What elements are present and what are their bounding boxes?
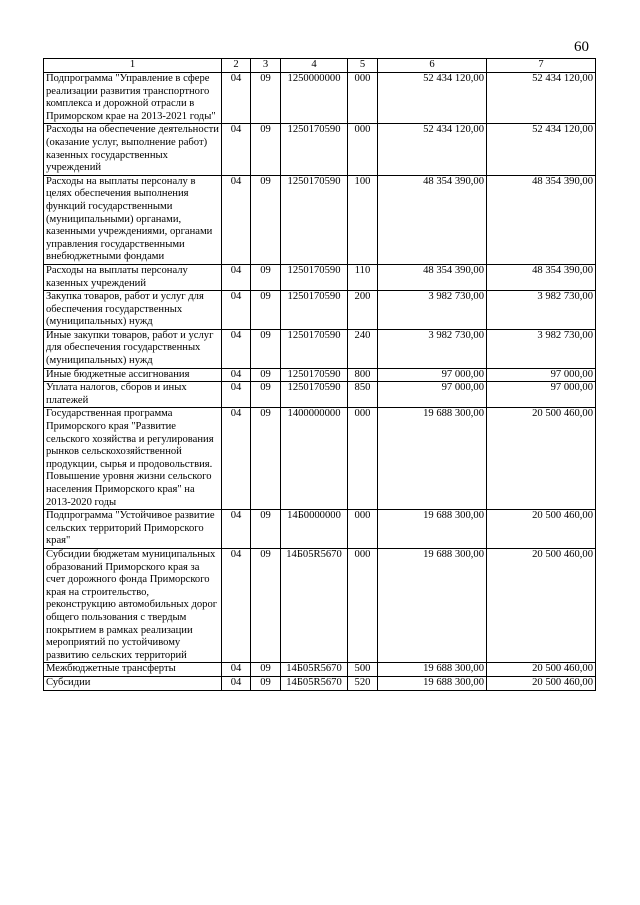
row-sum-col6: 19 688 300,00 (378, 548, 487, 662)
row-code-col4: 14Б05R5670 (281, 676, 348, 690)
row-code-col4: 1250170590 (281, 175, 348, 264)
row-name: Иные бюджетные ассигнования (44, 368, 222, 382)
row-sum-col7: 20 500 460,00 (487, 663, 596, 677)
row-sum-col6: 48 354 390,00 (378, 175, 487, 264)
row-code-col2: 04 (222, 510, 251, 549)
row-sum-col7: 48 354 390,00 (487, 264, 596, 290)
row-sum-col6: 97 000,00 (378, 368, 487, 382)
row-sum-col6: 52 434 120,00 (378, 124, 487, 175)
row-code-col3: 09 (251, 368, 281, 382)
row-sum-col7: 52 434 120,00 (487, 124, 596, 175)
row-sum-col7: 20 500 460,00 (487, 548, 596, 662)
row-code-col3: 09 (251, 676, 281, 690)
row-sum-col6: 3 982 730,00 (378, 291, 487, 330)
row-sum-col6: 19 688 300,00 (378, 408, 487, 510)
row-name: Уплата налогов, сборов и иных платежей (44, 382, 222, 408)
row-sum-col6: 52 434 120,00 (378, 73, 487, 124)
header-cell: 2 (222, 59, 251, 73)
row-code-col4: 1250000000 (281, 73, 348, 124)
row-code-col5: 850 (348, 382, 378, 408)
row-code-col5: 100 (348, 175, 378, 264)
row-name: Расходы на обеспечение деятельности (оказание услуг, выполнение работ) казенных государственных учреждений (44, 124, 222, 175)
row-code-col2: 04 (222, 124, 251, 175)
row-name: Расходы на выплаты персоналу казенных учреждений (44, 264, 222, 290)
row-sum-col6: 3 982 730,00 (378, 329, 487, 368)
row-code-col2: 04 (222, 73, 251, 124)
row-sum-col6: 48 354 390,00 (378, 264, 487, 290)
table-row (44, 382, 596, 408)
row-sum-col6: 19 688 300,00 (378, 663, 487, 677)
row-code-col3: 09 (251, 510, 281, 549)
row-name: Закупка товаров, работ и услуг для обеспечения государственных (муниципальных) нужд (44, 291, 222, 330)
row-code-col3: 09 (251, 175, 281, 264)
header-cell: 1 (44, 59, 222, 73)
row-code-col3: 09 (251, 291, 281, 330)
row-name: Субсидии бюджетам муниципальных образований Приморского края за счет дорожного фонда Приморского края на строительство, реконструкцию автомобильных дорог общего пользования с твердым покрытием в рамках реализации мероприятий по устойчивому развитию сельских территорий (44, 548, 222, 662)
header-cell: 7 (487, 59, 596, 73)
row-sum-col7: 20 500 460,00 (487, 510, 596, 549)
row-code-col3: 09 (251, 382, 281, 408)
row-code-col4: 1250170590 (281, 124, 348, 175)
row-sum-col7: 97 000,00 (487, 368, 596, 382)
budget-table (43, 58, 596, 691)
row-name: Государственная программа Приморского края "Развитие сельского хозяйства и регулирования рынков сельскохозяйственной продукции, сырья и продовольствия. Повышение уровня жизни сельского населения Приморского края" на 2013-2020 годы (44, 408, 222, 510)
table-row (44, 329, 596, 368)
table-row (44, 510, 596, 549)
row-name: Иные закупки товаров, работ и услуг для обеспечения государственных (муниципальных) нужд (44, 329, 222, 368)
row-code-col5: 110 (348, 264, 378, 290)
row-code-col3: 09 (251, 408, 281, 510)
row-sum-col7: 97 000,00 (487, 382, 596, 408)
row-sum-col7: 20 500 460,00 (487, 408, 596, 510)
row-code-col2: 04 (222, 175, 251, 264)
page-number: 60 (574, 39, 589, 55)
row-code-col2: 04 (222, 264, 251, 290)
row-code-col4: 14Б05R5670 (281, 663, 348, 677)
row-code-col5: 800 (348, 368, 378, 382)
row-code-col5: 500 (348, 663, 378, 677)
row-name: Межбюджетные трансферты (44, 663, 222, 677)
header-cell: 4 (281, 59, 348, 73)
table-row (44, 124, 596, 175)
row-code-col5: 200 (348, 291, 378, 330)
row-code-col4: 14Б0000000 (281, 510, 348, 549)
header-cell: 6 (378, 59, 487, 73)
row-code-col2: 04 (222, 329, 251, 368)
row-code-col5: 520 (348, 676, 378, 690)
row-code-col3: 09 (251, 663, 281, 677)
table-row (44, 175, 596, 264)
row-code-col2: 04 (222, 676, 251, 690)
row-sum-col7: 20 500 460,00 (487, 676, 596, 690)
row-sum-col7: 3 982 730,00 (487, 291, 596, 330)
row-code-col2: 04 (222, 548, 251, 662)
row-code-col4: 14Б05R5670 (281, 548, 348, 662)
row-code-col5: 000 (348, 124, 378, 175)
row-code-col2: 04 (222, 382, 251, 408)
row-code-col5: 240 (348, 329, 378, 368)
row-code-col4: 1250170590 (281, 291, 348, 330)
row-code-col5: 000 (348, 548, 378, 662)
table-row (44, 264, 596, 290)
row-sum-col7: 52 434 120,00 (487, 73, 596, 124)
row-code-col4: 1400000000 (281, 408, 348, 510)
row-code-col2: 04 (222, 291, 251, 330)
row-name: Субсидии (44, 676, 222, 690)
row-code-col5: 000 (348, 73, 378, 124)
row-sum-col7: 3 982 730,00 (487, 329, 596, 368)
row-code-col3: 09 (251, 329, 281, 368)
row-code-col4: 1250170590 (281, 329, 348, 368)
row-code-col3: 09 (251, 124, 281, 175)
table-row (44, 548, 596, 662)
row-code-col4: 1250170590 (281, 382, 348, 408)
row-code-col4: 1250170590 (281, 264, 348, 290)
row-sum-col6: 19 688 300,00 (378, 510, 487, 549)
row-code-col3: 09 (251, 548, 281, 662)
row-code-col3: 09 (251, 264, 281, 290)
header-cell: 3 (251, 59, 281, 73)
row-code-col5: 000 (348, 408, 378, 510)
header-cell: 5 (348, 59, 378, 73)
row-code-col3: 09 (251, 73, 281, 124)
row-code-col2: 04 (222, 368, 251, 382)
row-sum-col6: 97 000,00 (378, 382, 487, 408)
row-name: Подпрограмма "Устойчивое развитие сельских территорий Приморского края" (44, 510, 222, 549)
table-row (44, 291, 596, 330)
table-row (44, 663, 596, 677)
table-row (44, 676, 596, 690)
row-code-col2: 04 (222, 408, 251, 510)
table-row (44, 408, 596, 510)
header-row (44, 59, 596, 73)
row-code-col2: 04 (222, 663, 251, 677)
row-sum-col6: 19 688 300,00 (378, 676, 487, 690)
row-sum-col7: 48 354 390,00 (487, 175, 596, 264)
row-name: Расходы на выплаты персоналу в целях обеспечения выполнения функций государственными (муниципальными) органами, казенными учреждениями, органами управления государственными внебюджетными фондами (44, 175, 222, 264)
table-row (44, 368, 596, 382)
row-name: Подпрограмма "Управление в сфере реализации развития транспортного комплекса и дорожной отрасли в Приморском крае на 2013-2021 годы" (44, 73, 222, 124)
row-code-col5: 000 (348, 510, 378, 549)
row-code-col4: 1250170590 (281, 368, 348, 382)
table-row (44, 73, 596, 124)
